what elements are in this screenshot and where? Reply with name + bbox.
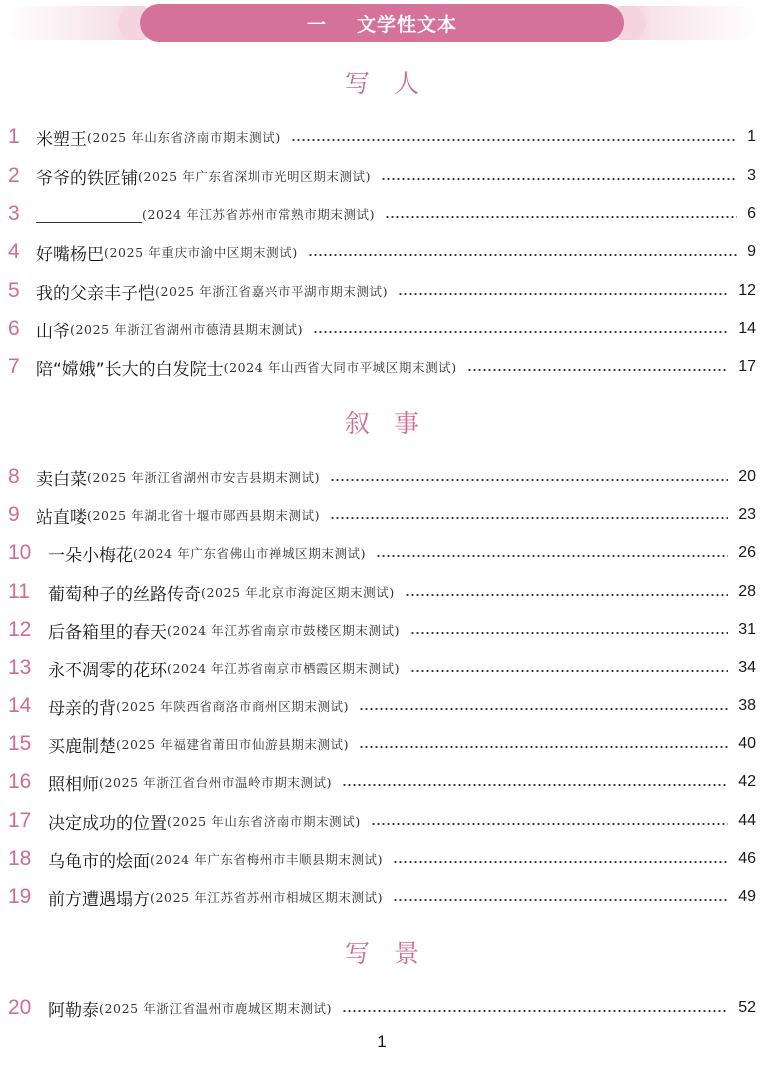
entry-source: (2024 年江苏省南京市鼓楼区期末测试): [167, 623, 401, 638]
entry-number: 18: [8, 847, 32, 870]
entry-page: 23: [738, 506, 756, 523]
entry-page: 44: [738, 812, 756, 829]
toc-entry[interactable]: [0, 538, 764, 568]
entry-source: (2025 年浙江省湖州市德清县期末测试): [70, 322, 304, 337]
toc-entry[interactable]: [0, 161, 764, 191]
leader-dots: [330, 517, 728, 519]
entry-page: 34: [738, 659, 756, 676]
entry-page: 1: [747, 128, 756, 145]
entry-number: 16: [8, 770, 32, 793]
toc-entry[interactable]: [0, 993, 764, 1023]
entry-number: 13: [8, 656, 32, 679]
entry-source: (2025 年浙江省嘉兴市平湖市期末测试): [155, 284, 389, 299]
leader-dots: [410, 670, 728, 672]
entry-source: (2024 年江苏省苏州市常熟市期末测试): [142, 207, 376, 222]
entry-page: 46: [738, 850, 756, 867]
entry-page: 6: [747, 205, 756, 222]
toc-entry[interactable]: [0, 199, 764, 229]
entry-page: 52: [738, 999, 756, 1016]
entry-number: 14: [8, 694, 32, 717]
entry-source: (2025 年湖北省十堰市郧西县期末测试): [87, 508, 321, 523]
entry-source: (2025 年山东省济南市期末测试): [167, 814, 361, 829]
toc-entry[interactable]: [0, 844, 764, 874]
leader-dots: [359, 746, 728, 748]
fill-in-blank[interactable]: [36, 205, 142, 223]
entry-number: 19: [8, 885, 32, 908]
section-heading-narrative: 叙事: [344, 409, 443, 438]
leader-dots: [405, 594, 728, 596]
entry-title: 爷爷的铁匠铺: [36, 168, 138, 189]
entry-page: 26: [738, 544, 756, 561]
entry-title: 决定成功的位置: [48, 813, 167, 834]
toc-entry[interactable]: [0, 767, 764, 797]
entry-number: 3: [8, 202, 20, 225]
section-heading-portraits: 写人: [344, 69, 443, 98]
entry-title: 后备箱里的春天: [48, 622, 167, 643]
leader-dots: [410, 632, 728, 634]
entry-source: (2025 年重庆市渝中区期末测试): [104, 245, 298, 260]
entry-number: 5: [8, 279, 20, 302]
entry-page: 17: [738, 358, 756, 375]
entry-title: 站直喽: [36, 507, 87, 528]
entry-page: 38: [738, 697, 756, 714]
entry-title: 米塑王: [36, 129, 87, 150]
entry-number: 20: [8, 996, 32, 1019]
entry-number: 2: [8, 164, 20, 187]
entry-source: (2025 年浙江省湖州市安吉县期末测试): [87, 470, 321, 485]
leader-dots: [398, 293, 728, 295]
toc-entry[interactable]: [0, 314, 764, 344]
toc-entry[interactable]: [0, 691, 764, 721]
entry-number: 9: [8, 503, 20, 526]
entry-title: 永不凋零的花环: [48, 660, 167, 681]
entry-page: 40: [738, 735, 756, 752]
page-number: 1: [377, 1032, 387, 1051]
entry-number: 8: [8, 465, 20, 488]
entry-page: 9: [747, 243, 756, 260]
entry-title: 山爷: [36, 321, 70, 342]
toc-entry[interactable]: [0, 276, 764, 306]
chapter-title: [140, 4, 624, 42]
entry-number: 12: [8, 618, 32, 641]
section-heading-scenery: 写景: [344, 939, 443, 968]
entry-title: 一朵小梅花: [48, 545, 133, 566]
leader-dots: [381, 178, 737, 180]
entry-page: 28: [738, 583, 756, 600]
toc-entry[interactable]: [0, 615, 764, 645]
chapter-name: 文学性文本: [357, 13, 458, 36]
entry-number: 7: [8, 355, 20, 378]
entry-page: 12: [738, 282, 756, 299]
entry-source: (2024 年广东省梅州市丰顺县期末测试): [150, 852, 384, 867]
entry-source: (2025 年江苏省苏州市相城区期末测试): [150, 890, 384, 905]
leader-dots: [393, 861, 728, 863]
toc-entry[interactable]: [0, 806, 764, 836]
leader-dots: [467, 369, 728, 371]
leader-dots: [308, 254, 737, 256]
entry-number: 17: [8, 809, 32, 832]
entry-page: 3: [747, 167, 756, 184]
entry-page: 14: [738, 320, 756, 337]
entry-page: 49: [738, 888, 756, 905]
leader-dots: [376, 555, 728, 557]
entry-source: (2025 年北京市海淀区期末测试): [201, 585, 395, 600]
leader-dots: [313, 331, 728, 333]
entry-page: 42: [738, 773, 756, 790]
toc-entry[interactable]: [0, 653, 764, 683]
entry-title: 前方遭遇塌方: [48, 889, 150, 910]
entry-title: 乌龟市的烩面: [48, 851, 150, 872]
entry-page: 31: [738, 621, 756, 638]
entry-number: 6: [8, 317, 20, 340]
entry-source: (2025 年陕西省商洛市商州区期末测试): [116, 699, 350, 714]
leader-dots: [342, 784, 728, 786]
entry-title: 卖白菜: [36, 469, 87, 490]
entry-number: 1: [8, 125, 20, 148]
leader-dots: [330, 479, 728, 481]
entry-source: (2025 年浙江省温州市鹿城区期末测试): [99, 1001, 333, 1016]
chapter-number: 一: [306, 13, 327, 36]
entry-number: 15: [8, 732, 32, 755]
leader-dots: [371, 823, 728, 825]
toc-entry[interactable]: [0, 122, 764, 152]
toc-entry[interactable]: [0, 577, 764, 607]
toc-entry[interactable]: [0, 352, 764, 382]
entry-title: 好嘴杨巴: [36, 244, 104, 265]
leader-dots: [393, 899, 728, 901]
entry-title: 葡萄种子的丝路传奇: [48, 584, 201, 605]
toc-entry[interactable]: [0, 882, 764, 912]
entry-title: 陪“嫦娥”长大的白发院士: [36, 359, 224, 380]
toc-entry[interactable]: [0, 237, 764, 267]
entry-title: 母亲的背: [48, 698, 116, 719]
toc-entry[interactable]: [0, 729, 764, 759]
entry-title: 阿勒泰: [48, 1000, 99, 1021]
leader-dots: [385, 216, 737, 218]
entry-source: (2025 年福建省莆田市仙游县期末测试): [116, 737, 350, 752]
entry-source: (2025 年广东省深圳市光明区期末测试): [138, 169, 372, 184]
toc-entry[interactable]: [0, 462, 764, 492]
header-banner: [0, 4, 764, 42]
entry-source: (2025 年山东省济南市期末测试): [87, 130, 281, 145]
entry-title: 照相师: [48, 774, 99, 795]
leader-dots: [359, 708, 728, 710]
leader-dots: [291, 139, 737, 141]
entry-source: (2024 年江苏省南京市栖霞区期末测试): [167, 661, 401, 676]
leader-dots: [342, 1010, 728, 1012]
entry-source: (2024 年山西省大同市平城区期末测试): [223, 360, 457, 375]
entry-source: (2025 年浙江省台州市温岭市期末测试): [99, 775, 333, 790]
entry-title: 我的父亲丰子恺: [36, 283, 155, 304]
entry-number: 11: [8, 580, 30, 603]
entry-number: 4: [8, 240, 20, 263]
toc-entry[interactable]: [0, 500, 764, 530]
entry-title: 买鹿制楚: [48, 736, 116, 757]
entry-source: (2024 年广东省佛山市禅城区期末测试): [133, 546, 367, 561]
entry-page: 20: [738, 468, 756, 485]
entry-number: 10: [8, 541, 32, 564]
